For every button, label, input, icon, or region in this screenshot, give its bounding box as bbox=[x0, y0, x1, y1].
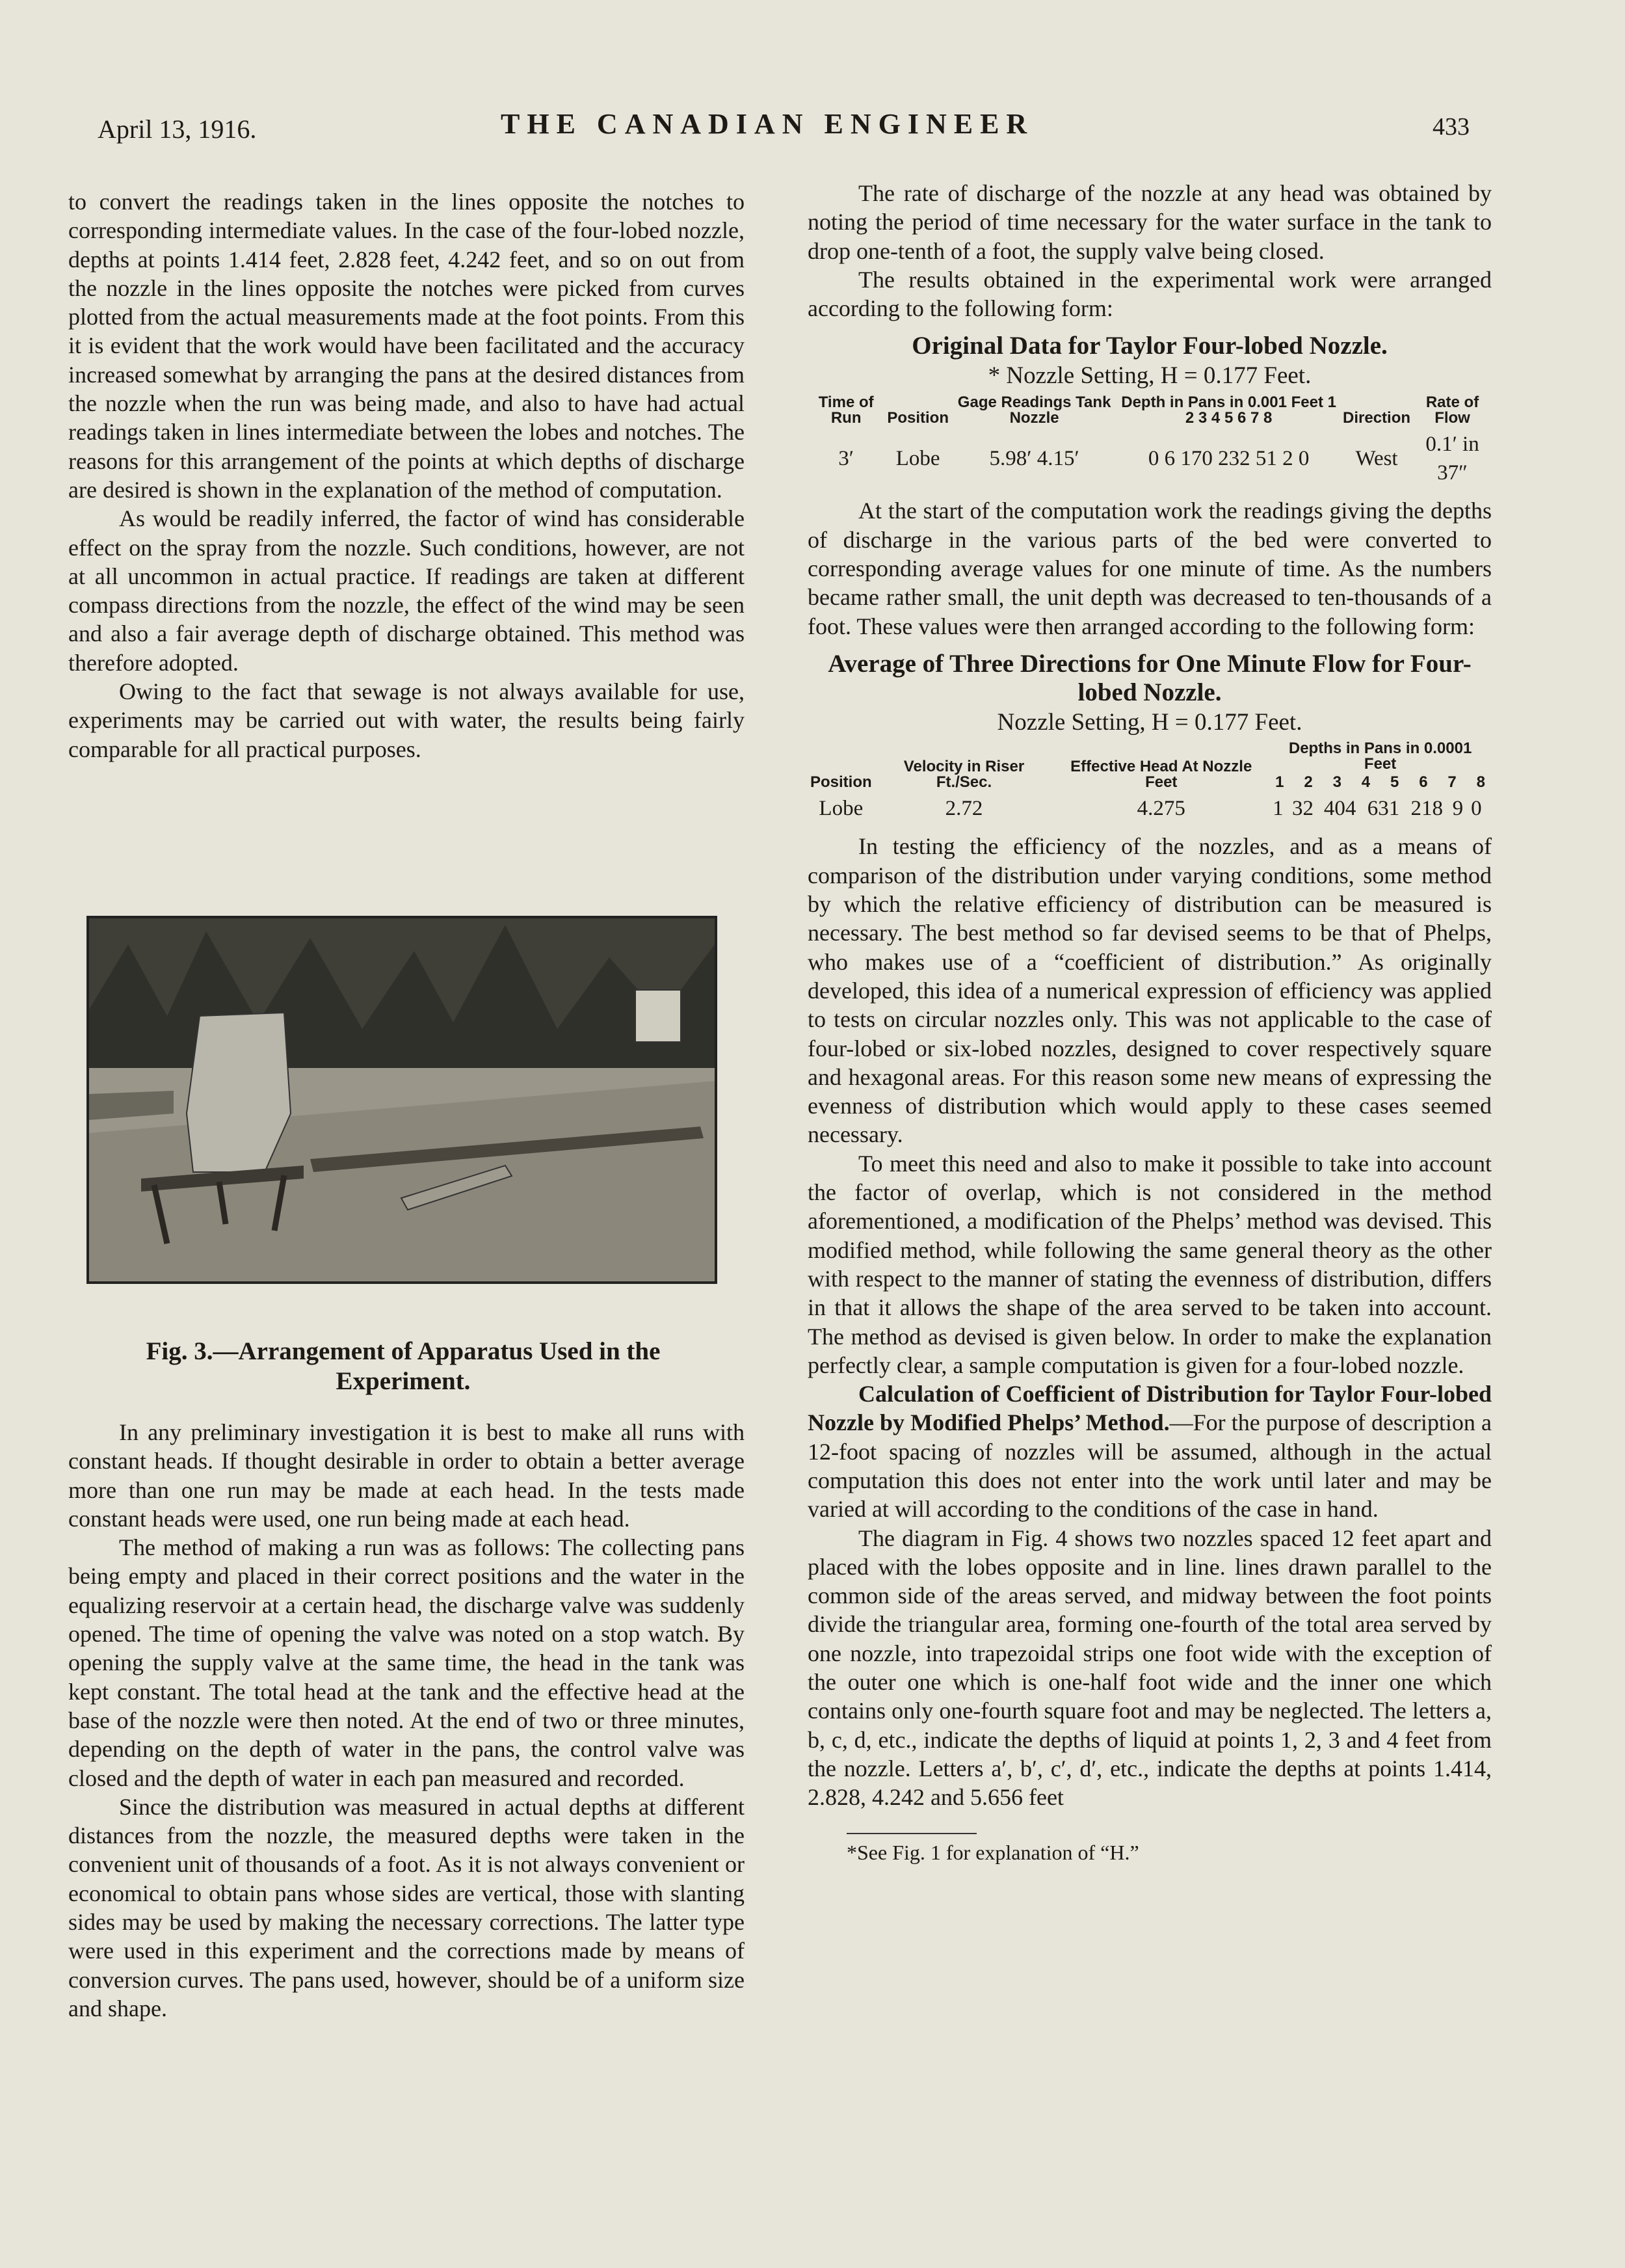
paragraph: At the start of the computation work the readings giving the depths of discharge in the various parts of the bed were converted to corresponding average values for one minute of time. As the numbers became rather small, the unit depth was decreased to ten-thousands of a foot. These values were then arranged according to the following form: bbox=[808, 498, 1492, 639]
table-cell: 0 bbox=[1471, 797, 1482, 821]
table-header: 1 bbox=[1275, 773, 1284, 792]
table-header: Time of Run bbox=[818, 393, 874, 427]
average-flow-table bbox=[808, 741, 1492, 825]
table-cell: 631 bbox=[1367, 797, 1400, 821]
figure-caption: Fig. 3.—Arrangement of Apparatus Used in the Experiment. bbox=[146, 1337, 661, 1395]
section-text: —For the purpose of description a 12-foot spacing of nozzles will be assumed, although in the actual computation this does not enter into the work until later and may be varied at will according to the conditions of the case in hand. bbox=[808, 1409, 1492, 1523]
table-header-group bbox=[1269, 741, 1492, 790]
table-cell bbox=[1486, 790, 1492, 825]
issue-date: April 13, 1916. bbox=[98, 114, 257, 144]
paragraph: The diagram in Fig. 4 shows two nozzles spaced 12 feet apart and placed with the lobes opposite and in line. lines drawn parallel to the common side of the areas served, and midway between the foot points divide the triangular area, forming one-fourth of the total area served by one nozzle, into trapezoidal strips one foot wide with the exception of the outer one which is one-half foot wide and the inner one which contains only one-fourth square foot and may be neglected. The letters a, b, c, d, etc., indicate the depths of liquid at points 1, 2, 3 and 4 feet from the nozzle. Letters a′, b′, c′, d′, etc., indicate the depths at points 1.414, 2.828, 4.242 and 5.656 feet bbox=[808, 1525, 1492, 1811]
table-header: Gage Readings Tank Nozzle bbox=[957, 393, 1111, 427]
paragraph: to convert the readings taken in the lines opposite the notches to corresponding intermediate values. In the case of the four-lobed nozzle, depths at points 1.414 feet, 2.828 feet, 4.242 feet, and so on out from the nozzle in the lines opposite the notches were picked from curves plotted from the actual measurements made at the foot points. From this it is evident that the work would have been facilitated and the accuracy increased somewhat by arranging the pans at the desired distances from the nozzle when the run was being made, and also to have had actual readings taken in lines intermediate between the lobes and notches. The reasons for this arrangement of the points at which depths of discharge are desired is shown in the explanation of the method of computation. bbox=[68, 189, 745, 503]
paragraph bbox=[808, 1380, 1492, 1523]
table-cell: Lobe bbox=[895, 446, 940, 470]
table-cell: 0 6 170 232 51 2 0 bbox=[1148, 446, 1310, 470]
journal-title: THE CANADIAN ENGINEER bbox=[501, 108, 1035, 140]
left-column-bottom bbox=[68, 1418, 745, 2023]
table-cell: 404 bbox=[1323, 797, 1356, 821]
table-row bbox=[808, 426, 1492, 490]
table-header: 6 bbox=[1419, 773, 1428, 792]
table-header: 3 bbox=[1332, 773, 1341, 792]
paragraph: In any preliminary investigation it is best to make all runs with constant heads. If thought desirable in order to obtain a better average more than one run may be made at each head. In the tests made constant heads were used, one run being made at each head. bbox=[68, 1419, 745, 1532]
table-cell: 32 bbox=[1291, 797, 1314, 821]
table-header: Effective Head At Nozzle Feet bbox=[1070, 758, 1252, 792]
table-header: Rate of Flow bbox=[1425, 393, 1479, 427]
table-cell: 2.72 bbox=[945, 797, 983, 821]
table-cell: 218 bbox=[1410, 797, 1443, 821]
paragraph: As would be readily inferred, the factor of wind has considerable effect on the spray from the nozzle. Such conditions, however, are not at all uncommon in actual practice. If readings are taken at different compass directions from the nozzle, the effect of the wind may be seen and also a fair average depth of discharge obtained. This method was therefore adopted. bbox=[68, 505, 745, 676]
table-header: 8 bbox=[1476, 773, 1485, 792]
paragraph: The results obtained in the experimental work were arranged according to the following form: bbox=[808, 266, 1492, 322]
table-cell: 1 bbox=[1273, 797, 1284, 821]
table-header: 4 bbox=[1361, 773, 1371, 792]
paragraph: To meet this need and also to make it possible to take into account the factor of overlap, which is not considered in the method aforementioned, a modification of the Phelps’ method was devised. This modified method, while following the same general theory as the other with respect to the manner of stating the evenness of distribution, differs in that it allows the shape of the area served to be taken into account. The method as devised is given below. In order to make the explanation perfectly clear, a sample computation is given for a four-lobed nozzle. bbox=[808, 1150, 1492, 1378]
table-header: Position bbox=[887, 408, 949, 427]
apparatus-photo bbox=[86, 916, 717, 1284]
page-number: 433 bbox=[1433, 113, 1470, 140]
table-cell: 0.1′ in 37″ bbox=[1425, 432, 1479, 485]
footnote: *See Fig. 1 for explanation of “H.” bbox=[847, 1840, 1139, 1864]
table-header: Velocity in Riser Ft./Sec. bbox=[903, 758, 1025, 792]
paragraph: The rate of discharge of the nozzle at any head was obtained by noting the period of time necessary for the water surface in the tank to drop one-tenth of a foot, the supply valve being closed. bbox=[808, 180, 1492, 264]
footnote-rule bbox=[847, 1833, 977, 1834]
table-header: Position bbox=[810, 773, 872, 792]
table-header: Depths in Pans in 0.0001 Feet bbox=[1288, 740, 1472, 773]
page-header bbox=[98, 107, 1470, 153]
table-header: 7 bbox=[1447, 773, 1457, 792]
table-title: Average of Three Directions for One Minute Flow for Four-lobed Nozzle. bbox=[828, 649, 1472, 706]
table-subtitle: * Nozzle Setting, H = 0.177 Feet. bbox=[988, 362, 1312, 390]
table-cell: 3′ bbox=[838, 446, 854, 470]
right-column bbox=[808, 179, 1492, 1867]
table-subtitle: Nozzle Setting, H = 0.177 Feet. bbox=[997, 708, 1302, 736]
table-header: 2 bbox=[1304, 773, 1313, 792]
table-header: 5 bbox=[1390, 773, 1399, 792]
table-title: Original Data for Taylor Four-lobed Nozzle. bbox=[912, 332, 1388, 360]
table-header: Depth in Pans in 0.001 Feet 1 2 3 4 5 6 7 8 bbox=[1121, 393, 1337, 427]
apparatus-photo-illustration bbox=[89, 918, 715, 1281]
left-column-top bbox=[68, 187, 745, 764]
paragraph: The method of making a run was as follows: The collecting pans being empty and placed in their correct positions and the water in the equalizing reservoir at a certain head, the discharge valve was suddenly opened. The time of opening the valve was noted on a stop watch. By opening the supply valve at the same time, the head in the tank was kept constant. The total head at the tank and the effective head at the base of the nozzle were then noted. At the end of two or three minutes, depending on the depth of water in the pans, the control valve was closed and the depth of water in each pan measured and recorded. bbox=[68, 1534, 745, 1791]
table-row bbox=[808, 790, 1492, 825]
table-header: Direction bbox=[1343, 408, 1411, 427]
table-cell: West bbox=[1355, 446, 1398, 470]
paragraph: Owing to the fact that sewage is not always available for use, experiments may be carried out with water, the results being fairly comparable for all practical purposes. bbox=[68, 678, 745, 762]
table-cell: 5.98′ 4.15′ bbox=[989, 446, 1079, 470]
table-cell: 4.275 bbox=[1137, 797, 1185, 821]
original-data-table bbox=[808, 395, 1492, 490]
paragraph: Since the distribution was measured in actual depths at different distances from the nozzle, the measured depths were taken in the convenient unit of thousands of a foot. As it is not always convenient or economical to obtain pans whose sides are vertical, those with slanting sides may be used by making the necessary corrections. The latter type were used in this experiment and the corrections made by means of conversion curves. The pans used, however, should be of a uniform size and shape. bbox=[68, 1793, 745, 2021]
section-heading: Calculation of Coefficient of Distribution for Taylor Four-lobed Nozzle by Modified Phelps’ Method. bbox=[808, 1381, 1492, 1436]
paragraph: In testing the efficiency of the nozzles, and as a means of comparison of the distribution under varying conditions, some method by which the relative efficiency of distribution can be measured is necessary. The best method so far devised seems to be that of Phelps, who makes use of a “coefficient of distribution.” As originally developed, this idea of a numerical expression of efficiency was applied to tests on circular nozzles only. This was not applicable to the case of four-lobed or six-lobed nozzles, designed to cover respectively square and hexagonal areas. For this reason some new means of expressing the evenness of distribution which would apply to these cases seemed necessary. bbox=[808, 833, 1492, 1148]
table-cell: 9 bbox=[1452, 797, 1464, 821]
table-cell: Lobe bbox=[819, 797, 864, 821]
